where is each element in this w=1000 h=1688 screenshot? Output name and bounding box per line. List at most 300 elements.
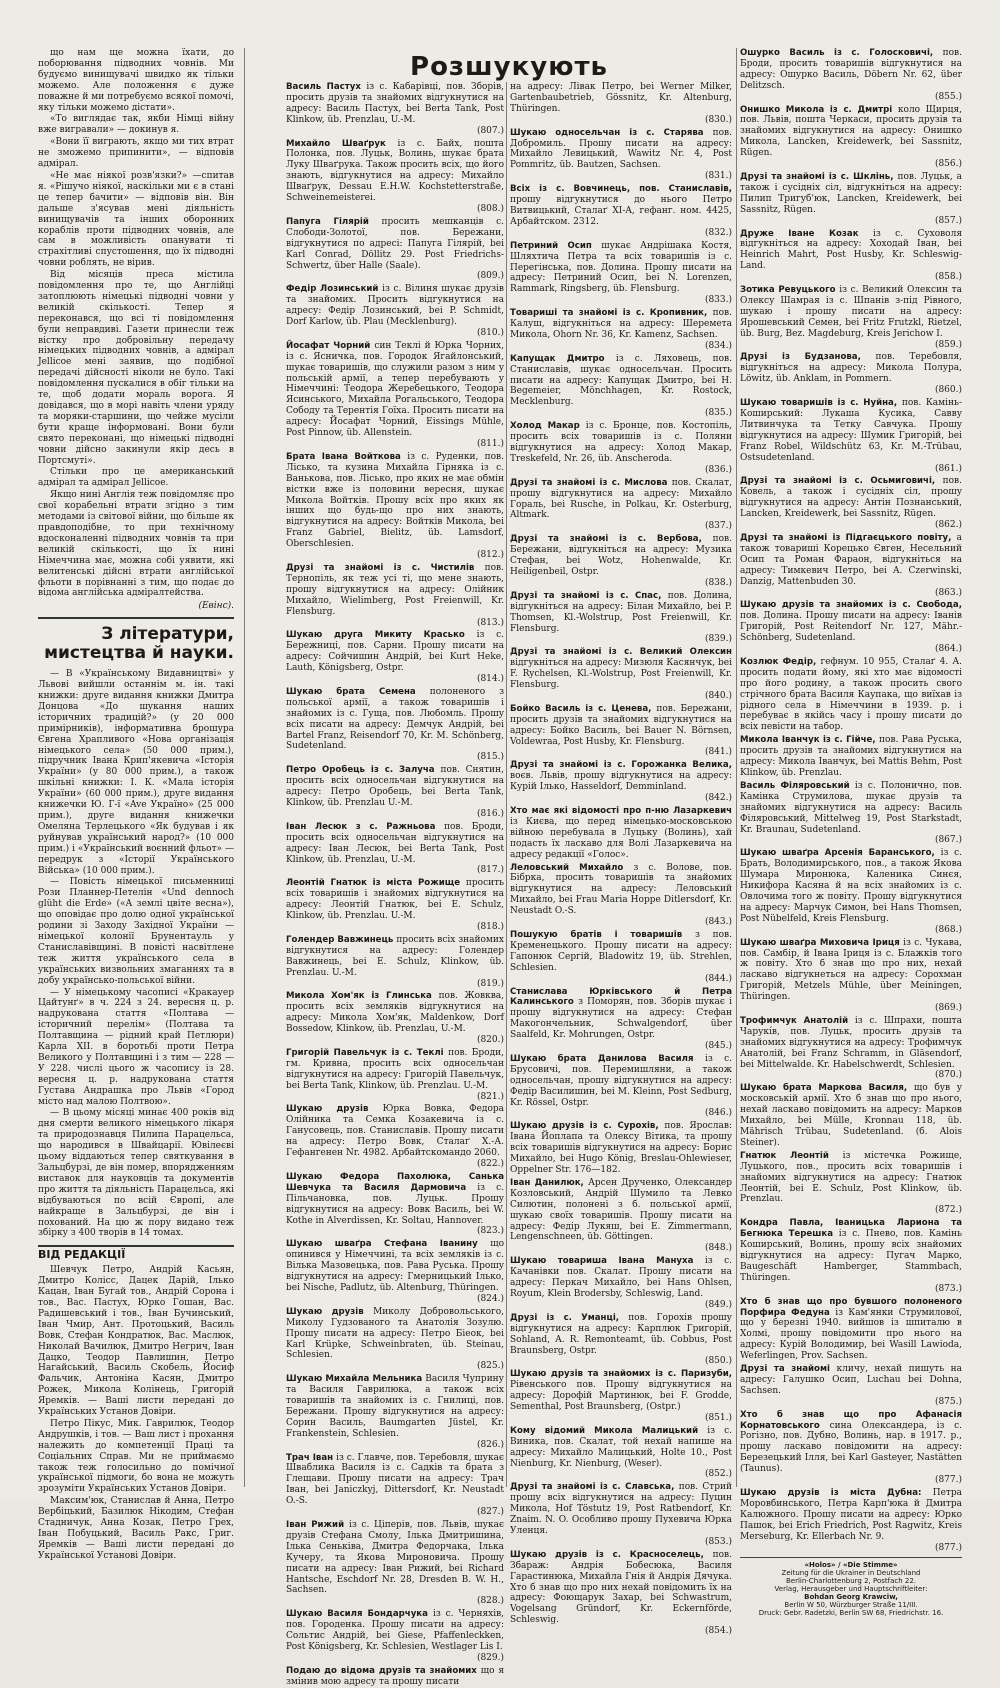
ad-number: (818.)	[476, 921, 504, 932]
ad-name: Друзі та знайомі із с. Спас,	[510, 590, 668, 601]
ad-number: (828.)	[476, 1596, 504, 1607]
ad-text: пов. Броди, просить товаришів відгукнутися на адресу: Ошурко Василь, Döbern Nr. 62, über Delitzsch.	[740, 48, 962, 91]
classified-ad	[286, 1666, 504, 1688]
ad-name: Бойко Василь із с. Ценева,	[510, 703, 657, 714]
ad-number: (856.)	[934, 159, 962, 170]
ad-text: із с. Руденки, пов. Лісько, та кузина Михайла Гірняка із с. Ваньковa, пов. Лісько, про яких не має обмін вістки вже із половини вересня, шукає Микола Войтків. Прошу всіх про яких як інших що будь-що про них знають, відгукнутися на адресу: Войтків Микола, bei Franz Gabriel, Bielitz, üb. Lamsdorf, Oberschlesien.	[286, 451, 504, 550]
literature-paragraph: — В «Українському Видавництві» у Львові вийшли останнім м. ін. такі книжки: друге видання книжки Дмитра Донцова «До шукання наших історичних традицій?» (у 20 000 примірників), інформативна брошура Євгена Храпливого «Нова організація німецького села» (50 000 прим.), підручник Івана Крип'якевича «Історія України» (у 80 000 прим.), а також шкільні книжки: І. К. «Мала історія України» (60 000 прим.), друге видання книжечки Ю. Г-ї «Ave Україно» (25 000 прим.), друге видання книжечки Омеляна Терлецького «Як будував і як руйнував український народ?» (10 000 прим.) і «Український воєнний фльот» — передрук з «Історії Українського Війська» (10 000 прим.).	[38, 669, 234, 876]
classified-ad	[510, 591, 732, 646]
ad-number: (810.)	[476, 327, 504, 338]
ad-text: пов. Броди, просить всіх односельчан відгукнутися на адресу: Іван Лесюк, bei Berta Tank, Post Klinkow, üb. Prenzlau, U.-M.	[286, 821, 504, 865]
ad-name: Голендер Вавжинець	[286, 934, 397, 945]
ad-name: Друзі та знайомі із с. Славська,	[510, 1482, 679, 1493]
ad-name: Шукаю товариша Івана Мануха	[510, 1256, 705, 1267]
ad-name: Шукаю друзів із міста Дубна:	[740, 1488, 933, 1498]
ad-number: (835.)	[704, 408, 732, 419]
ad-name: Василь Філяровський	[740, 780, 855, 791]
classified-ad	[286, 284, 504, 339]
ad-text: із с. Кабарівці, пов. Зборів, просить друзів та знайомих відгукнутися на адресу: Василь Пастух, bei Berta Tank, Post Klinkow, üb. Prenzlau, U.-M.	[286, 82, 504, 125]
ad-name: Всіх із с. Вовчинець, пов. Станиславів,	[510, 184, 732, 195]
classified-ad	[510, 241, 732, 306]
classified-ad	[510, 1550, 732, 1637]
column-divider	[506, 82, 507, 1487]
ad-name: Ошурко Василь із с. Голосковичі,	[740, 48, 943, 58]
ad-number: (839.)	[704, 634, 732, 645]
classified-ad	[286, 217, 504, 282]
ad-number: (833.)	[704, 295, 732, 306]
classified-ad	[286, 630, 504, 685]
article-paragraph: «Вони її виграють, якщо ми тих втрат не зможемо припинити», — відповів адмірал.	[38, 137, 234, 170]
ad-text: із с. Суховоля відгукніться на адресу: Хоходай Іван, bei Heinrich Mahrt, Post Husby, Kr. Schleswig-Land.	[740, 228, 962, 272]
ad-name: Шукаю односельчан із с. Старява	[510, 127, 713, 138]
editorial-paragraph: Максим'юк, Станислав й Анна, Петро Вербіцький, Базилюк Нікодим, Стефан Стадничук, Анна Козак, Петро Грех, Іван Побуцький, Василь Ракс, Григ. Яремків — Ваші листи передані до Української Установі Довіри.	[38, 1496, 234, 1561]
ad-text: пов. Скалат, прошу відгукнутися на адресу: Михайло Гораль, bei Rusche, in Polkau, Kr. Osterburg, Altmark.	[510, 477, 732, 521]
ad-number: (873.)	[934, 1283, 962, 1294]
ad-name: Онишко Микола із с. Дмитрі	[740, 104, 898, 115]
ad-number: (819.)	[476, 978, 504, 989]
ad-text: із с. Главче, пов. Теребовля, шукає Шваблика Василя із с. Садків та брата з Глещави. Прошу писати на адресу: Трач Іван, bei Janiczkyj, Dittersdorf, Kr. Neustadt O.-S.	[286, 1452, 504, 1507]
editorial-heading: ВІД РЕДАКЦІЇ	[38, 1245, 234, 1261]
ad-text: кличу, нехай пишуть на адресу: Галушко Осип, Luchau bei Dohna, Sachsen.	[740, 1364, 962, 1396]
ad-name: Шукаю шваґра Миховича Іриця	[740, 937, 904, 948]
column-4	[740, 48, 963, 1618]
classified-ad	[740, 172, 962, 227]
classified-ad	[740, 781, 962, 846]
ad-name: Трач Іван	[286, 1452, 337, 1463]
ad-name: Капущак Дмитро	[510, 353, 616, 364]
ad-text: сина Олександера, із с. Рогізно, пов. Дубно, Волинь, нар. в 1917. р., прошу ласкаво повідомити на адресу: Березецький Ілля, bei Karl Gasteyer, Nastätten (Taunus).	[740, 1420, 963, 1475]
ad-text: що був у московській армії. Хто б знав що про нього, нехай ласкаво повідомить на адресу: Марков Михайло, bei Mülle, Kronnau 118, üb. Mährisch Trübau, Sudetenland. (б. Alois Steiner).	[740, 1083, 963, 1148]
ad-name: Друзі та знайомі із Підгаєцького повіту,	[740, 532, 957, 543]
ad-text: із с. Ціперів, пов. Львів, шукає друзів Стефана Смолу, Ілька Дмитришина, Ілька Сеньківа, Дмитра Федорчака, Ілька Кучеру, та Якова Мироновича. Прошу писати на адресу: Іван Рижий, bei Richard Hantsche, Eschdorf Nr. 28, Dresden B. W. H., Sachsen.	[286, 1520, 505, 1596]
literature-section-title: З літератури, мистецтва й науки.	[44, 624, 234, 664]
classified-ad	[510, 1313, 732, 1368]
article-paragraph: «Не має ніякої розв'язки?» —спитав я. «Рішучо ніякої, наскільки ми є в стані це тепер бачити» — відповів він. Він дальше з'ясував мені діяльність винищувачів та інших оборонних кораблів проти підводних човнів, але сам в можливість опанувати ті страхітливі спустошення, що їх підводні човни роблять, не вірив.	[38, 170, 234, 269]
classified-ad	[740, 600, 962, 655]
ad-text: пов. Камінь-Коширський: Лукаша Кусика, Савву Литвинчука та Тетку Савчука. Прошу відгукнутися на адресу: Шумик Григорій, bei Franz Robel, Wildschütz 63, Kr. M.-Trübau, Ostsudetenland.	[740, 398, 962, 463]
ad-text: пов. Калуш, відгукніться на адресу: Шеремета Микола, Ohorn Nr. 36, Kr. Kamenz, Sachsen.	[510, 308, 732, 340]
ad-name: Шукаю Михайла Мельника	[286, 1374, 426, 1385]
ad-text: з Поморян, пов. Зборів шукає і прошу відгукнутися на адресу: Стефан Макогончельник, Schwalgendorf, über Saalfeld, Kr. Mohrungen, Ostpr.	[510, 997, 732, 1041]
classified-ad	[740, 105, 962, 170]
ad-number: (842.)	[704, 793, 732, 804]
ad-number: (860.)	[934, 385, 962, 396]
classified-ad	[286, 991, 504, 1046]
ad-name: Папуга Гілярій	[286, 216, 382, 227]
ad-name: Брата Івана Войткова	[286, 451, 408, 462]
ad-name: Шукаю друзів із с. Красноселець,	[510, 1549, 713, 1560]
ad-name: Леонтій Гнатюк із міста Рожище	[286, 878, 466, 889]
classified-ad	[510, 647, 732, 702]
ad-text: із Києва, що перед німецько-московською війною перебувала в Луцьку (Волинь), хай подасть їх ласкаво для Волі Лазаркевича на адресу редакції «Голос».	[510, 816, 732, 860]
ad-name: Пошукую братів і товаришів	[510, 929, 696, 940]
article-paragraph: що нам ще можна їхати, до поборювання підводних човнів. Ми будуємо винищувачі швидко як тільки можемо. Але положення є дуже поважне й ми потребуємо всякої помочі, яку тільки можемо дістати».	[38, 48, 234, 113]
classified-ad	[510, 534, 732, 589]
ad-name: Шукаю друзів із с. Сурохів,	[510, 1121, 665, 1132]
ad-text: пов. Теребовля, відгукніться на адресу: Микола Полура, Löwitz, üb. Anklam, in Pommern.	[740, 352, 962, 385]
classified-ad	[286, 1609, 504, 1664]
ad-number: (813.)	[476, 617, 504, 628]
ad-name: Шукаю Федора Пахолюка, Санька Шевчука та Василя Дармовича	[286, 1171, 504, 1193]
imprint-line: Zeitung für die Ukrainer in Deutschland	[781, 1569, 921, 1578]
ad-number: (858.)	[934, 272, 962, 283]
ad-text: на адресу: Лівак Петро, bei Werner Milker, Gartenbaubetrieb, Gössnitz, Kr. Altenburg, Thüringen.	[510, 82, 732, 114]
imprint-line: Verlag, Herausgeber und Hauptschriftleiter:	[774, 1585, 928, 1594]
classified-ad	[510, 184, 732, 239]
ad-name: Друзі із с. Уманці,	[510, 1312, 629, 1323]
ad-name: Друже Іване Козак	[740, 228, 874, 239]
classified-ad	[286, 1307, 504, 1372]
imprint	[740, 1557, 962, 1617]
ad-number: (853.)	[704, 1536, 732, 1547]
ad-number: (849.)	[704, 1299, 732, 1310]
classified-ad	[510, 1121, 732, 1176]
classified-ad	[740, 848, 962, 935]
classified-ad	[286, 563, 504, 628]
ad-name: Іван Данилюк,	[510, 1177, 589, 1188]
ad-name: Василь Пастух	[286, 82, 367, 92]
ad-number: (846.)	[704, 1108, 732, 1119]
ad-number: (844.)	[704, 973, 732, 984]
classified-ad	[740, 533, 962, 598]
ad-text: із с. Качанівки пов. Скалат. Прошу писати на адресу: Перкач Михайло, bei Hans Ohlsen, Royum, Klein Brodersby, Schleswig, Land.	[510, 1256, 732, 1299]
classified-ad	[510, 863, 732, 928]
ad-number: (827.)	[476, 1507, 504, 1518]
ad-text: із с. Шпрахи, пошта Чарукі́в, пов. Луцьк, просить друзів та знайомих відгукнутися на адресу: Трофимчук Анатолій, bei Franz Schramm, in Gläsendorf, bei Mittelwalde. Kr. Habelschwerdt, Schlesien.	[740, 1015, 963, 1070]
ad-number: (838.)	[704, 577, 732, 588]
ad-text: з пов. Кременецького. Прошу писати на адресу: Гапонюк Сергій, Bladowitz 19, üb. Strehlen, Schlesien.	[510, 929, 732, 973]
article-body	[38, 48, 234, 599]
ad-text: пов. Долина. Прошу писати на адресу: Іванів Григорій, Post Reitendorf Nr. 127, Mähr.-Schönberg, Sudetenland.	[740, 611, 962, 644]
classified-ad	[740, 1016, 962, 1081]
ad-number: (811.)	[476, 439, 504, 449]
ad-text: пов. Ярослав: Івана Йоплапа та Олексу Вітика, та прошу всіх товаришів відгукнутися на адресу: Борис Михайло, bei Hugo König, Breslau-Ohlewieser, Oppelner Str. 176—182.	[510, 1121, 732, 1175]
classified-ad	[286, 1048, 504, 1103]
ad-text: із с. Черняхів, пов. Городенка. Прошу писати на адресу: Сольтис Андрій, bei Giese, Pfaffenleckken, Post Königsberg, Kr. Schlesien, Westlager Lis I.	[286, 1609, 505, 1652]
article-paragraph: «То виглядає так, якби Німці війну вже вигравали» — докинув я.	[38, 114, 234, 136]
classified-ad	[286, 1520, 504, 1607]
ad-number: (825.)	[476, 1361, 504, 1372]
ad-text: із с. Брать, Володимирського, пов., а також Якова Шумара Миронюка, Каленика Синєя, Никифора Касяна й на всіх знайомих із с. Овлочима того ж повіту. Прошу відгукнутися на адресу: Марчук Симон, bei Hans Thomsen, Post Nübelfeld, Kreis Flensburg.	[740, 848, 962, 924]
ad-name: Друзі та знайомі із с. Великий Олексин	[510, 647, 732, 658]
section-title-rozshukuyut: Розшукують	[410, 52, 608, 82]
ad-number: (807.)	[476, 125, 504, 136]
ad-text: пов. Стрий прошу всіх відгукнутися на адресу: Пуцин Микола, Hof Töstutz 19, Post Ratbendorf, Kr. Znaim. N. O. Особливо прошу Пухевича Юрка Уленця.	[510, 1482, 732, 1536]
ad-number: (814.)	[476, 674, 504, 685]
ad-text: пов. Збараж: Андрія Бобесюка, Василя Гарастинюка, Михайла Гнія й Андрія Дячука. Хто б знав що про них нехай повідомить їх на адресу: Фоющарук Захар, bei Schwastrum, Vogelsang Gründorf, Kr. Eckernförde, Schleswig.	[510, 1549, 732, 1626]
ad-name: Федір Лозинський	[286, 284, 383, 295]
classified-ad	[510, 1256, 732, 1311]
ad-text: із с. Пнево, пов. Камінь Коширський, Волинь, прошу всіх знайомих відгукнутися на адресу: Пугач Марко, Baugeschäft Hamberger, Stammbach, Thüringen.	[740, 1229, 962, 1283]
ad-text: Василя Чуприну та Василя Гаврилюка, а також всіх товаришів та знайомих із с. Гнилиці, пов. Бережани. Прошу відгукнутися на адресу: Сорин Василь, Baumgarten Jüstel, Kr. Frankenstein, Schlesien.	[286, 1374, 504, 1439]
ad-text: із Кам'янки Струмилової, що у березні 1940. вийшов із шпиталю в Холмі, прошу повідомити про нього на адресу: Курій Володимир, bei Wasill Lawioda, Weferlingen, Prov. Sachsen.	[740, 1307, 962, 1362]
classified-ad	[740, 285, 962, 350]
ad-text: із містечка Рожище, Луцького, пов., просить всіх товаришів і знайомих відгукнутися на адресу: Гнатюк Леонтій, bei E. Schulz, Post Klinkow, üb. Prenzlau.	[740, 1150, 963, 1205]
ad-text: пов. Бережани, відгукніться на адресу: Музика Стефан, bei Wotz, Hohenwalde, Kr. Heiligenbeil, Ostpr.	[510, 534, 732, 577]
classified-ad	[740, 398, 962, 474]
classified-ad	[740, 1083, 962, 1148]
ad-text: Арсен Друченко, Олександер Козловський, Андрій Шумило та Левко Силютин, полонені з б. польської армії, шукаю своїх товаришів. Прошу писати на адресу: Федір Лукяш, bei E. Zimmermann, Lengenschneen, üb. Göttingen.	[510, 1177, 732, 1243]
ad-number: (861.)	[934, 463, 962, 474]
ad-name: Шукаю друзів та знайомих із с. Свобода,	[740, 600, 962, 611]
ad-name: Хто має які відомості про п-ню Лазаркевич	[510, 806, 732, 816]
ad-text: пов. Добромиль. Прошу писати на адресу: Михайло Левицький, Wawitz Nr. 4, Post Pommritz, üb. Bautzen, Sachsen.	[510, 127, 732, 171]
ad-name: Холод Макар	[510, 421, 586, 432]
ad-name: Трофимчук Анатолій	[740, 1015, 855, 1026]
ad-number: (824.)	[476, 1293, 504, 1304]
ad-text: відгукніться на адресу: Мизюля Касянчук, bei F. Rychelsen, Kl.-Wolstrup, Post Freienwill, Kr. Flensburg.	[510, 658, 732, 691]
ad-number: (877.)	[934, 1542, 962, 1553]
ad-number: (875.)	[934, 1396, 962, 1407]
imprint-line: Bohdan Georg Krawciw,	[804, 1593, 898, 1602]
ad-number: (830.)	[704, 114, 732, 125]
ad-name: Кому відомий Микола Малицький	[510, 1425, 708, 1436]
classified-ad	[510, 421, 732, 476]
classified-ad	[740, 476, 962, 531]
ad-text: просить мешканців с. Слободи-Золотої, пов. Бережани, відгукнутися по адресі: Папуга Гілярій, bei Karl Conrad, Döllitz 29. Post Friedrichs-Schwertz, über Halle (Saale).	[286, 216, 505, 271]
ad-name: Друзі та знайомі із с. Горожанка Велика,	[510, 760, 732, 771]
ad-name: Станиславa Юрківського й Петра Калинського	[510, 986, 732, 1008]
ad-text: пов. Горохів прошу відгукнутися на адресу: Карплюк Григорій, Sohland, A. R. Remonteamt, üb. Cobbus, Post Braunsberg, Ostpr.	[510, 1312, 732, 1356]
ad-text: із с. Полонично, пов. Камінка Струмилова, шукає друзів та знайомих відгукнутися на адресу: Василь Філяровський, Mittelweg 19, Post Starkstadt, Kr. Braunau, Sudetenland.	[740, 780, 962, 835]
classified-ad	[510, 760, 732, 804]
article-byline: (Евінс).	[198, 601, 234, 612]
classified-ad	[286, 822, 504, 877]
ad-number: (867.)	[934, 835, 962, 846]
classified-ad	[510, 806, 732, 861]
ad-number: (821.)	[476, 1091, 504, 1102]
ad-text: гефнум. 10 955, Сталаґ 4. А. просить подати йому, які хто має відомості про його родину, а також просить свого стрічного брата Василя Каупака, що виїхав із рідного села в Німеччини в 1939. р. і перебуває в якійсь часу і прошу писати до всіх певісти на табор.	[740, 656, 963, 733]
ad-name: Подаю до відома друзів та знайомих	[286, 1665, 481, 1676]
ad-text: пов. Рава Руська, просить друзів та знайомих відгукнутися на адресу: Микола Іванчук, bei Mattis Behm, Post Klinkow, üb. Prenzlau.	[740, 735, 962, 778]
classified-ad	[510, 128, 732, 183]
ad-text: пов. Бережани, просить друзів та знайомих відгукнутися на адресу: Бойко Василь, bei Bauer N. Börnsen, Voldewraa, Post Husby, Kr. Flensburg.	[510, 703, 732, 747]
classified-ad	[510, 354, 732, 419]
classified-ad	[286, 341, 504, 450]
ad-text: із с. Чукава, пов. Самбір, й Івана Іриця із с. Блажків того ж повіту. Хто б знав що про них, нехай ласкаво відгукнеться на адресу: Сорохман Григорій, Metzels Mühle, über Meiningen, Thüringen.	[740, 937, 962, 1003]
ad-number: (841.)	[704, 747, 732, 758]
classified-ad	[510, 1482, 732, 1547]
ad-name: Хто б знав що про бувшого полоненого Порфира Федуна	[740, 1296, 962, 1318]
classified-ad	[286, 765, 504, 820]
ad-text: Юрка Вовка, Федора Олійника та Семка Козакевича із с. Ганусовець, пов. Станиславів. Прошу писати на адресу: Петро Вовк, Сталаґ Х.-А. Гефангенен Nr. 4982. Арбайтскомандо 2060.	[286, 1104, 504, 1159]
classified-ad	[740, 938, 962, 1014]
literature-paragraph: — Повість німецької письменниці Рози Планнер-Петелін «Und dennoch glüht die Erde» («А землі цвіте весна»), що оповідає про долю одної української родини зі Заходу Західної України — німецької колонії Брунентауль у Станиславівщині. В повісті насвітлене теж життя українського села в українських визвольних змаганнях та в добу українсько-польської війни.	[38, 877, 234, 986]
article-paragraph: Стільки про це американський адмірал та адмірал Jellicoe.	[38, 467, 234, 489]
ad-name: Друзі та знайомі	[740, 1364, 837, 1375]
ad-name: Шукаю друзів	[286, 1104, 383, 1115]
column-divider	[736, 48, 737, 1487]
ad-text: пов. Жовква, просить всіх земляків відгукнутися на адресу: Микола Хом'як, Maldenkow, Dorf Bossedow, Klinkow, üb. Prenzlau, U.-M.	[286, 991, 504, 1035]
ad-name: Микола Хом'як із Глинська	[286, 991, 439, 1002]
classified-ad	[286, 1172, 504, 1237]
column-3-ads	[510, 82, 733, 1637]
ad-text: просить всіх товаришів і знайомих відгукнутися на адресу: Леонтій Гнатюк, bei E. Schulz, Klinkow, üb. Prenzlau. U.-M.	[286, 878, 504, 922]
ad-text: коло Щирця, пов. Львів, пошта Черкаси, просить друзів та знайомих відгукнутися на адресу: Онишко Микола, Lancken, Kreidewerk, bei Sassnitz, Rügen.	[740, 104, 962, 159]
ad-number: (857.)	[934, 215, 962, 226]
classified-ad	[286, 1453, 504, 1518]
article-paragraph: Від місяців преса містила повідомлення про те, що Англійці затоплюють німецькі підводні човни у великій скількості. Тепер я переконався, що всі ті повідомлення були неправдиві. Газети принесли теж вістку про добровільну передачу німецьких підводних човнів, а адмірал Jellicoe мені заявив, що подібної передачі дійсності ніколи не було. Такі повідомлення пускалися в обіг тільки на те, щоб додати мораль ворога. Я довідався, що в морі навіть члени уряду та моряки-старшини, що чейже мусіли бути краще інформовані. Вони були свято переконані, що німецькі підводні човни дійсно закинули якір десь в Портсмуті».	[38, 270, 234, 466]
ad-name: Григорій Павельчук із с. Теклі	[286, 1047, 449, 1058]
ad-name: Леловський Михайло	[510, 862, 634, 873]
ad-text: Петра Моровбинського, Петра Карп'юка й Дмитра Калюжного. Прошу писати на адресу: Юрко Пашок, bei Erich Friedrich, Post Ragwitz, Kreis Merseburg, Kr. Ellerbach Nr. 9.	[740, 1488, 962, 1542]
ad-number: (850.)	[704, 1356, 732, 1367]
ad-name: Шукаю Василя Бондарчука	[286, 1609, 433, 1620]
ad-text: пов. Снятин, просить всіх односельчан відгукнутися на адресу: Петро Оробець, bei Berta Tank, Klinkow, üb. Prenzlau U.-M.	[286, 765, 505, 808]
classified-ad	[510, 1054, 732, 1119]
ad-number: (868.)	[934, 924, 962, 935]
ad-number: (816.)	[476, 808, 504, 819]
classified-ad	[286, 452, 504, 561]
ad-text: полоненого з польської армії, а також товаришів і знайомих із с. Гуща, пов. Любомль. Прошу всіх писати на адресу: Демчук Андрій, bei Bartel Franz, Reisendorf 70, Kr. M. Schönberg, Sudetenland.	[286, 686, 505, 752]
ad-name: Друзі та знайомі із с. Мислова	[510, 477, 672, 488]
ad-number: (877.)	[934, 1475, 962, 1486]
ad-number: (852.)	[704, 1469, 732, 1480]
ad-number: (869.)	[934, 1003, 962, 1014]
ad-name: Шукаю друзів	[286, 1306, 374, 1317]
ad-number: (862.)	[934, 520, 962, 531]
classified-ad	[286, 1104, 504, 1169]
classified-ad	[286, 139, 504, 215]
ad-number: (823.)	[476, 1226, 504, 1237]
ad-name: Друзі та знайомі із с. Чистилів	[286, 562, 485, 573]
ad-number: (837.)	[704, 521, 732, 532]
ad-text: пов. Броди, гм. Кривна, просить всіх односельчан відгукнутися на адресу: Григорій Павельчук, bei Berta Tank, Klinkow, üb. Prenzlau. U.-M.	[286, 1047, 504, 1091]
ad-name: Іван Рижий	[286, 1520, 349, 1530]
ad-name: Шукаю шваґра Стефана Іванину	[286, 1239, 491, 1250]
ad-number: (848.)	[704, 1243, 732, 1254]
ad-text: пов. Долина, відгукніться на адресу: Білан Михайло, bei P. Thomsen, Kl.-Wolstrup, Post Freienwill, Kr. Flensburg.	[510, 590, 733, 634]
ad-text: що опинився у Німеччині, та всіх земляків із с. Вілька Мазовецька, пов. Рава Руська. Прошу відгукнутися на адресу: Гмерницький Ілько, bei Nische, Padlutz, üb. Altenburg, Thüringen.	[286, 1239, 504, 1293]
ad-number: (843.)	[704, 917, 732, 928]
classified-ad	[740, 1488, 962, 1553]
ad-number: (809.)	[476, 271, 504, 282]
ad-name: Кондра Павла, Іваницька Лариона та Бегнюка Терешка	[740, 1218, 962, 1240]
classified-ad	[510, 930, 732, 985]
classified-ad	[286, 878, 504, 933]
ad-number: (859.)	[934, 339, 962, 350]
classified-ad	[740, 1151, 962, 1216]
classified-ad	[740, 352, 962, 396]
editorial-paragraph: Петро Пікус, Мик. Гаврилюк, Теодор Андрушків, і тов. — Ваш лист і прохання належить до компетенції Праці та Соціальних Справ. Ми не приймаємо також теж голосильно до помічної української підмоги, бо вона не можуть зрозуміти Українських Установ Довіри.	[38, 1418, 234, 1495]
classified-ad	[740, 1364, 962, 1408]
ad-name: Петро Оробець із с. Залуча	[286, 765, 441, 776]
classified-ad	[286, 1374, 504, 1450]
column-4-ads	[740, 48, 962, 1553]
ad-number: (836.)	[704, 464, 732, 475]
ad-name: Шукаю товаришів із с. Нуйна,	[740, 398, 902, 409]
classified-ad	[510, 1178, 732, 1254]
ad-name: Козлюк Федір,	[740, 656, 821, 667]
classified-ad	[510, 1369, 732, 1424]
classified-ad	[286, 935, 504, 990]
ad-name: Шукаю брата Данилова Василя	[510, 1053, 705, 1064]
ad-name: Іван Лесюк з с. Ражньова	[286, 821, 444, 832]
imprint-line: «Holos» / «Die Stimme»	[804, 1561, 898, 1570]
ad-number: (826.)	[476, 1439, 504, 1450]
classified-ad	[740, 1297, 962, 1362]
ad-text: із с. Пільчановка, пов. Луцьк. Прошу відгукнутися на адресу: Вовк Василь, bei W. Kothe in Alverdissen, Kr. Soltau, Hannover.	[286, 1182, 504, 1226]
classified-ad	[286, 82, 504, 137]
ad-text: що я змінив мою адресу та прошу писати	[286, 1665, 504, 1687]
literature-body	[38, 669, 234, 1239]
ad-number: (808.)	[476, 203, 504, 214]
ad-text: із с. Виника, пов. Скалат, той нехай напише на адресу: Михайло Малицький, Holte 10., Post Nienburg, Kr. Nienburg, (Weser).	[510, 1425, 732, 1469]
ad-number: (829.)	[476, 1652, 504, 1663]
ad-number: (815.)	[476, 752, 504, 763]
ad-number: (863.)	[934, 587, 962, 598]
column-1	[38, 48, 234, 1561]
ad-text: із с. Байх, пошта Полонка, пов. Луцьк, Волинь, шукає брата Луку Шваґрука. Також просить всіх, що його знають, відгукнутися на адресу: Михайло Шваґрук, Dessau E.H.W. Kochstetterstraße, Schweinemeisterei.	[286, 138, 504, 204]
ad-number: (872.)	[934, 1205, 962, 1216]
ad-name: Товариші та знайомі із с. Кропивник,	[510, 308, 713, 319]
classified-ad	[740, 657, 962, 733]
ad-name: Гнатюк Леонтій	[740, 1150, 843, 1161]
divider	[38, 617, 234, 619]
ad-number: (812.)	[476, 550, 504, 561]
ad-name: Микола Іванчук із с. Гійче,	[740, 735, 880, 746]
ad-text: Рівенського пов. Прошу відгукнутися на адресу: Дорофій Мартинюк, bei F. Grodde, Sementhal, Post Braunsberg, (Ostpr.)	[510, 1380, 732, 1413]
ad-name: Зотика Ревуцького	[740, 285, 840, 296]
ad-text: шукає Андрішака Костя, Шляхтича Петра та всіх товаришів із с. Перегінська, пов. Долина. Прошу писати на адресу: Петриний Осип, bei N. Lorenzen, Rammark, Ringsberg, üb. Flensburg.	[510, 240, 733, 295]
ad-text: із с. Ляховець, пов. Станиславів, шукає односельчан. Просить писати на адресу: Капущак Дмитро, bei H. Begemeier, Mönchhagen, Kr. Rostock, Mecklenburg.	[510, 353, 732, 408]
classified-ad	[740, 229, 962, 284]
classified-ad	[510, 1426, 732, 1481]
ad-text: син Теклі й Юрка Чорних, із с. Ясничка, пов. Городок Ягайлонський, шукає товаришів, що служили разом з ним у польській армії, а тепер перебувають у Німеччині: Теодора Жеребецького, Теодора Ясинського, Михайла Рогальського, Теодора Сободу та Терентія Гоїха. Просить писати на адресу: Йосафат Чорний, Eissings Mühle, Post Pinnow, üb. Allenstein.	[286, 340, 504, 439]
column-2-ads	[286, 82, 505, 1687]
ad-number: (822.)	[476, 1159, 504, 1169]
classified-ad	[286, 687, 504, 763]
classified-ad	[510, 308, 732, 352]
ad-text: а також товариші Корецько Євген, Несельний Осип та Роман Фараон, відгукніться на адресу: Тимкевич Петро, bei A. Czerwinski, Danzig, Mattenbuden 30.	[740, 532, 962, 587]
classified-ad	[510, 478, 732, 533]
column-divider	[244, 48, 245, 1487]
editorial-paragraph: Шевчук Петро, Андрій Касьян, Дмитро Колісс, Дацек Дарій, Ілько Кацан, Іван Бугай тов., Андрій Сорона і тов., Вас. Пастух, Юрко Гошан, Вас. Радишевський і тов., Іван Бучинський, Іван Чмир, Ант. Протоцький, Василь Вовк, Стефан Кондратюк, Вас. Маслюк, Николай Вачилюк, Дмитро Негрич, Іван Дацко, Теодор Павлишин, Петро Нагайський, Василь Скобель, Йосиф Фальчик, Антоніна Касян, Дмитро Рожек, Микола Колінець, Григорій Яремків. — Ваші листи передані до Українських Установ Довіри.	[38, 1265, 234, 1418]
ad-number: (864.)	[934, 644, 962, 655]
classified-ad	[510, 704, 732, 759]
ad-number: (831.)	[704, 171, 732, 182]
ad-text: просить всіх знайомих відгукнутися на адресу: Голендер Вавжинець, bei E. Schulz, Klinkow, üb. Prenzlau. U.-M.	[286, 934, 504, 978]
ad-name: Хто б знав що про Афанасія Корнатовського	[740, 1409, 962, 1431]
article-paragraph: Якщо нині Англія теж повідомляє про свої корабельні втрати згідно з тим методами із світової війни, що більше як правдоподібне, то при технічному вдосконаленні підводних човнів та при великій скількості, що їх нині Німеччина має, можна собі уявити, які велитенські дійсні втрати англійської фльоти в порівнанні з тим, що подає до відома англійська адміралтейства.	[38, 490, 234, 599]
ad-name: Шукаю брата Семена	[286, 686, 430, 697]
ad-text: із с. Бронце, пов. Костопіль, просить всіх товаришів із с. Поляни відгукнутися на адресу: Холод Макар, Treskefeld, Nr. 26, üb. Anscheroda.	[510, 421, 732, 464]
classified-ad	[286, 1239, 504, 1304]
ad-text: пов. Тернопіль, як теж усі ті, що мене знають, прошу відгукнутися на адресу: Олійник Михайло, Wielimberg, Post Freienwill, Kr. Flensburg.	[286, 562, 504, 617]
ad-text: Миколу Добровольського, Миколу Гудзованого та Анатолія Зозулю. Прошу писати на адресу: Петро Біеок, bei Karl Krüpke, Schweinbraten, üb. Steinau, Schlesien.	[286, 1306, 505, 1361]
ad-text: із с. Брусовичі, пов. Перемишляни, а також односельчан, прошу відгукнутися на адресу: Федір Василишин, bei M. Kleinn, Post Sedburg, Kr. Rössel, Ostpr.	[510, 1053, 732, 1108]
ad-number: (845.)	[704, 1041, 732, 1052]
ad-number: (832.)	[704, 227, 732, 238]
ad-name: Друзі та знайомі із с. Вербова,	[510, 534, 713, 545]
classified-ad	[740, 735, 962, 779]
ad-name: Шукаю друзів та знайомих із с. Паризуби,	[510, 1369, 732, 1380]
ad-number: (870.)	[934, 1070, 962, 1081]
imprint-line: Berlin W 50, Würzburger Straße 11/III.	[784, 1601, 918, 1610]
ad-text: із с. Великий Олексин та Олексу Шамрая із с. Шпанів з-під Рівного, шукаю і прошу писати на адресу: Ярошевський Семен, bei Fritz Frutzkl, Rietzel, üb. Burg, Bez. Magdeburg, Kreis Jerichow I.	[740, 285, 962, 339]
classified-ad	[510, 82, 732, 126]
ad-number: (851.)	[704, 1412, 732, 1423]
ad-text: воєв. Львів, прошу відгукнутися на адресу: Курій Ілько, Hasseldorf, Demminland.	[510, 771, 732, 793]
ad-name: Михайло Шваґрук	[286, 138, 398, 149]
ad-number: (817.)	[476, 865, 504, 876]
classified-ad	[740, 1218, 962, 1294]
ad-name: Шукаю брата Маркова Василя,	[740, 1083, 914, 1094]
literature-paragraph: — У німецькому часописі «Кракауер Цайтунґ» в ч. 224 з 24. вересня ц. р. надрукована стаття «Полтава — історичний перелім» (Полтава та Полтавщина — рідний край Петлюри) Карла XII. в боротьбі проти Петра Великого у Полтавщині і з тим — 228 — У 228. числі цього ж часопису із 28. вересня ц. р. надрукована стаття Густава Андрашка про Львів «Город місто над малою Полтвою».	[38, 987, 234, 1107]
ad-number: (855.)	[934, 91, 962, 102]
ad-text: прошу відгукнутися до нього Петро Витвицький, Сталаґ XI-A, гефанг. ном. 4425, Арбайтском. 2312.	[510, 195, 732, 227]
literature-paragraph: — В цьому місяці минає 400 років від дня смерти великого німецького лікаря та природознавця Пилипа Парацельса, що народився в Швайцарії. Ювілеєві цьому віддаються тепер святкування в Зальцбурзі, де він помер, впорядженням виставок для науковців та документів про життя та діяльність Парацельса, які відбуваються по всій Європі, але найкраще в Зальцбурзі, де він і похований. На цю ж пору видано теж збірку з 400 творів в 14 томах.	[38, 1108, 234, 1239]
